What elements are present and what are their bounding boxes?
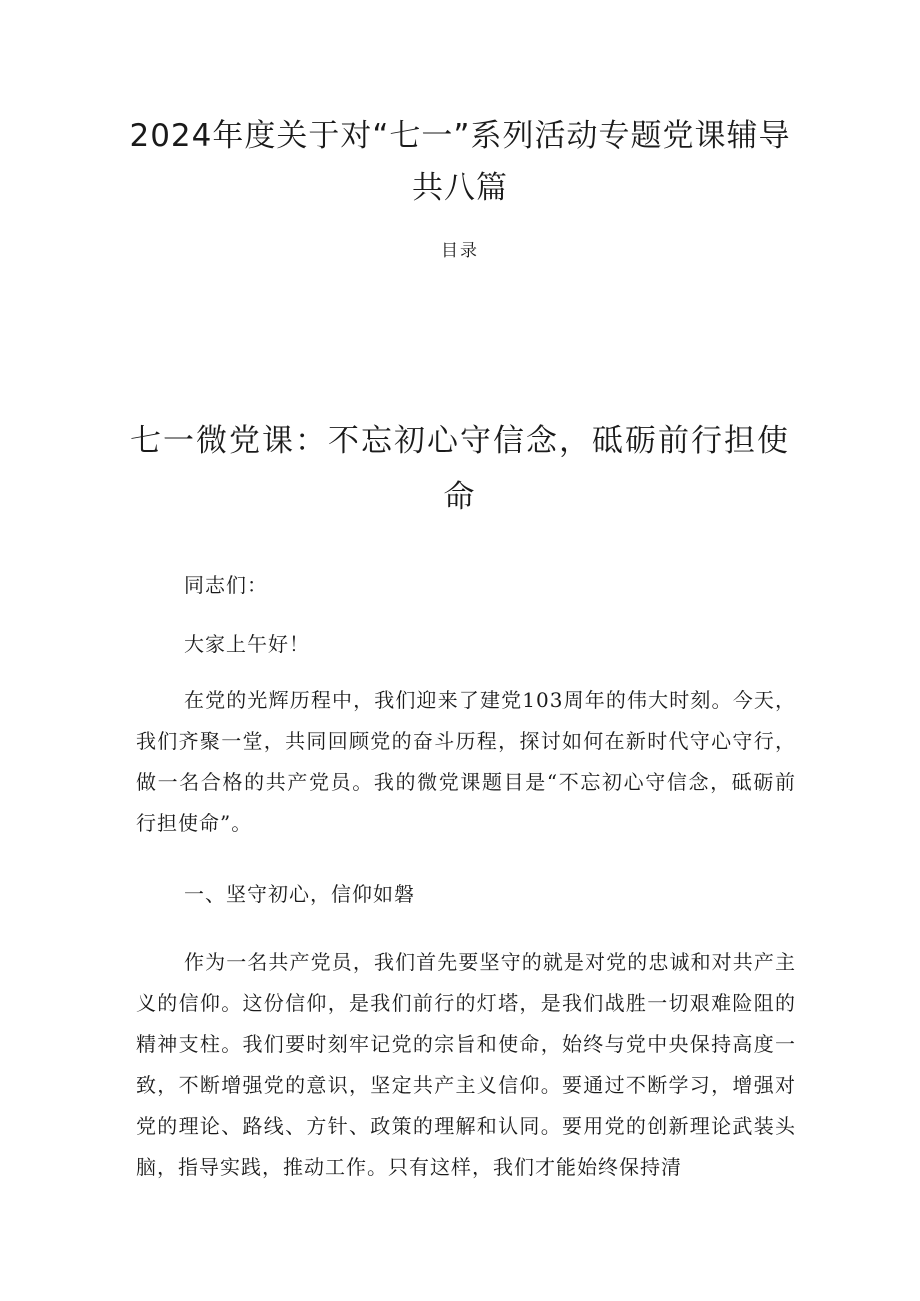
greeting: 同志们： <box>184 573 268 597</box>
document-title: 2024年度关于对“七一”系列活动专题党课辅导共八篇 <box>129 118 791 206</box>
lesson-title: 七一微党课：不忘初心守信念，砥砺前行担使命 <box>130 423 790 515</box>
intro-paragraph: 在党的光辉历程中，我们迎来了建党103周年的伟大时刻。今天，我们齐聚一堂，共同回顾党的奋斗历程，探讨如何在新时代守心守行，做一名合格的共产党员。我的微党课题目是“不忘初心守信念，砥砺前行担使命”。 <box>136 688 796 835</box>
salutation: 大家上午好！ <box>184 632 310 656</box>
section-body-paragraph: 作为一名共产党员，我们首先要坚守的就是对党的忠诚和对共产主义的信仰。这份信仰，是我们前行的灯塔，是我们战胜一切艰难险阻的精神支柱。我们要时刻牢记党的宗旨和使命，始终与党中央保持高度一致，不断增强党的意识，坚定共产主义信仰。要通过不断学习，增强对党的理论、路线、方针、政策的理解和认同。要用党的创新理论武装头脑，指导实践，推动工作。只有这样，我们才能始终保持清 <box>136 950 796 1179</box>
section-heading: 一、坚守初心，信仰如磐 <box>184 882 415 906</box>
table-of-contents-label: 目录 <box>441 241 479 261</box>
